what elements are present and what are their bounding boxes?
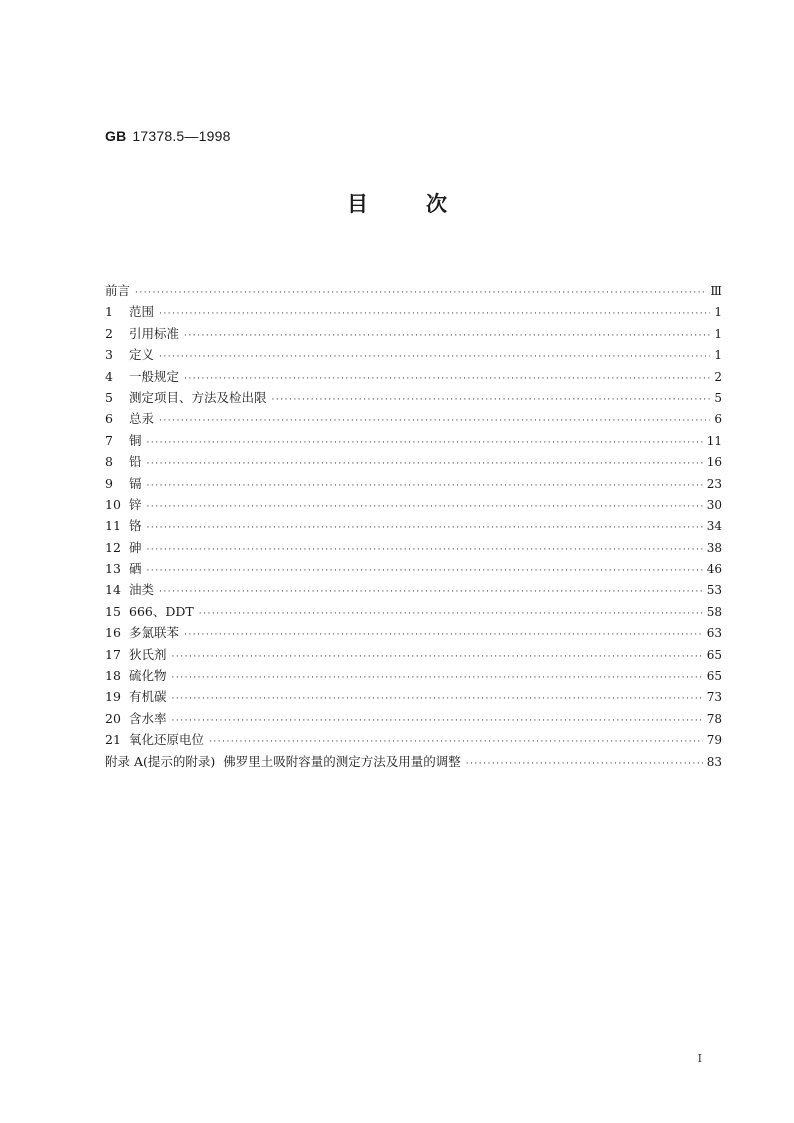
leader-dots — [172, 716, 703, 726]
toc-entry-4[interactable] — [105, 367, 722, 388]
toc-entry-page: 79 — [706, 733, 722, 748]
toc-entry-number: 20 — [105, 710, 121, 726]
toc-entry-label: 狄氏剂 — [129, 646, 167, 662]
toc-entry-number: 6 — [105, 411, 113, 427]
toc-entry-label: 一般规定 — [129, 368, 180, 384]
leader-dots — [159, 416, 710, 426]
toc-entry-page: 16 — [706, 455, 722, 470]
standard-number — [105, 128, 231, 144]
toc-entry-label: 铜 — [129, 432, 142, 448]
toc-entry-page: 65 — [706, 669, 722, 684]
toc-entry-7[interactable] — [105, 431, 722, 452]
toc-entry-1[interactable] — [105, 302, 722, 323]
toc-entry-number: 5 — [105, 389, 113, 405]
toc-entry-page: 63 — [706, 626, 722, 641]
toc-entry-page: Ⅲ — [710, 284, 722, 298]
leader-dots — [184, 630, 703, 640]
toc-entry-19[interactable] — [105, 687, 722, 708]
leader-dots — [147, 502, 703, 512]
leader-dots — [272, 395, 711, 405]
toc-entry-page: 6 — [714, 412, 722, 427]
toc-entry-page: 1 — [714, 348, 722, 363]
toc-entry-number: 18 — [105, 668, 121, 684]
toc-entry-3[interactable] — [105, 345, 722, 366]
toc-entry-page: 83 — [706, 754, 722, 769]
leader-dots — [147, 545, 703, 555]
toc-entry-17[interactable] — [105, 645, 722, 666]
toc-entry-number: 8 — [105, 454, 113, 470]
table-of-contents — [105, 281, 722, 773]
toc-entry-page: 65 — [706, 647, 722, 662]
toc-entry-number: 13 — [105, 561, 121, 577]
toc-entry-label: 666、DDT — [129, 603, 194, 619]
toc-entry-8[interactable] — [105, 452, 722, 473]
toc-entry-number: 3 — [105, 347, 113, 363]
leader-dots — [172, 694, 703, 704]
toc-entry-appendix-a[interactable] — [105, 752, 722, 773]
leader-dots — [147, 523, 703, 533]
leader-dots — [135, 288, 706, 298]
toc-entry-label: 镉 — [129, 475, 142, 491]
leader-dots — [209, 737, 703, 747]
toc-entry-18[interactable] — [105, 666, 722, 687]
toc-entry-number: 9 — [105, 475, 113, 491]
toc-entry-page: 23 — [706, 476, 722, 491]
toc-entry-label: 测定项目、方法及检出限 — [129, 389, 267, 405]
page-number: Ⅰ — [697, 1052, 702, 1065]
toc-entry-21[interactable] — [105, 730, 722, 751]
toc-entry-number: 12 — [105, 539, 121, 555]
toc-entry-number: 10 — [105, 496, 121, 512]
standard-code: 17378.5—1998 — [132, 128, 231, 144]
toc-entry-page: 5 — [714, 390, 722, 405]
toc-entry-page: 34 — [706, 519, 722, 534]
leader-dots — [159, 352, 710, 362]
leader-dots — [184, 331, 710, 341]
toc-entry-label: 附录 A(提示的附录) 佛罗里土吸附容量的测定方法及用量的调整 — [105, 753, 461, 769]
toc-entry-page: 1 — [714, 326, 722, 341]
toc-entry-number: 4 — [105, 368, 113, 384]
toc-entry-page: 58 — [706, 604, 722, 619]
toc-entry-page: 11 — [706, 433, 722, 448]
toc-entry-page: 46 — [706, 562, 722, 577]
leader-dots — [199, 609, 703, 619]
toc-entry-foreword[interactable] — [105, 281, 722, 302]
leader-dots — [147, 438, 703, 448]
toc-entry-page: 38 — [706, 540, 722, 555]
toc-entry-14[interactable] — [105, 580, 722, 601]
toc-entry-16[interactable] — [105, 623, 722, 644]
toc-entry-11[interactable] — [105, 516, 722, 537]
toc-entry-number: 7 — [105, 432, 113, 448]
toc-entry-label: 引用标准 — [129, 325, 180, 341]
toc-entry-number: 21 — [105, 732, 121, 748]
leader-dots — [147, 566, 703, 576]
toc-entry-number: 11 — [105, 518, 121, 534]
leader-dots — [147, 481, 703, 491]
toc-entry-label: 定义 — [129, 347, 155, 363]
toc-entry-label: 锌 — [129, 496, 142, 512]
toc-entry-9[interactable] — [105, 474, 722, 495]
leader-dots — [172, 652, 703, 662]
toc-entry-page: 78 — [706, 711, 722, 726]
toc-entry-12[interactable] — [105, 538, 722, 559]
toc-entry-13[interactable] — [105, 559, 722, 580]
toc-entry-number: 16 — [105, 625, 121, 641]
leader-dots — [159, 587, 703, 597]
leader-dots — [466, 759, 703, 769]
toc-entry-10[interactable] — [105, 495, 722, 516]
toc-entry-label: 铅 — [129, 454, 142, 470]
toc-entry-label: 硒 — [129, 561, 142, 577]
toc-entry-number: 15 — [105, 603, 121, 619]
toc-entry-label: 范围 — [129, 304, 155, 320]
toc-entry-number: 2 — [105, 325, 113, 341]
toc-entry-label: 有机碳 — [129, 689, 167, 705]
toc-entry-number: 17 — [105, 646, 121, 662]
page-title: 目次 — [347, 192, 505, 216]
leader-dots — [159, 309, 710, 319]
toc-entry-6[interactable] — [105, 409, 722, 430]
toc-entry-label: 前言 — [105, 283, 131, 298]
toc-entry-page: 1 — [714, 305, 722, 320]
toc-entry-label: 含水率 — [129, 710, 167, 726]
toc-entry-number: 14 — [105, 582, 121, 598]
standard-prefix: GB — [105, 128, 127, 144]
toc-entry-label: 氧化还原电位 — [129, 732, 205, 748]
leader-dots — [184, 374, 710, 384]
leader-dots — [172, 673, 703, 683]
toc-entry-page: 53 — [706, 583, 722, 598]
toc-entry-2[interactable] — [105, 324, 722, 345]
toc-entry-page: 73 — [706, 690, 722, 705]
toc-entry-label: 多氯联苯 — [129, 625, 180, 641]
toc-entry-label: 砷 — [129, 539, 142, 555]
toc-entry-label: 硫化物 — [129, 668, 167, 684]
toc-entry-label: 总汞 — [129, 411, 155, 427]
toc-entry-number: 19 — [105, 689, 121, 705]
toc-entry-15[interactable] — [105, 602, 722, 623]
toc-entry-20[interactable] — [105, 709, 722, 730]
leader-dots — [147, 459, 703, 469]
toc-entry-page: 30 — [706, 497, 722, 512]
toc-entry-page: 2 — [714, 369, 722, 384]
toc-entry-label: 油类 — [129, 582, 155, 598]
toc-entry-number: 1 — [105, 304, 113, 320]
toc-entry-label: 铬 — [129, 518, 142, 534]
toc-entry-5[interactable] — [105, 388, 722, 409]
